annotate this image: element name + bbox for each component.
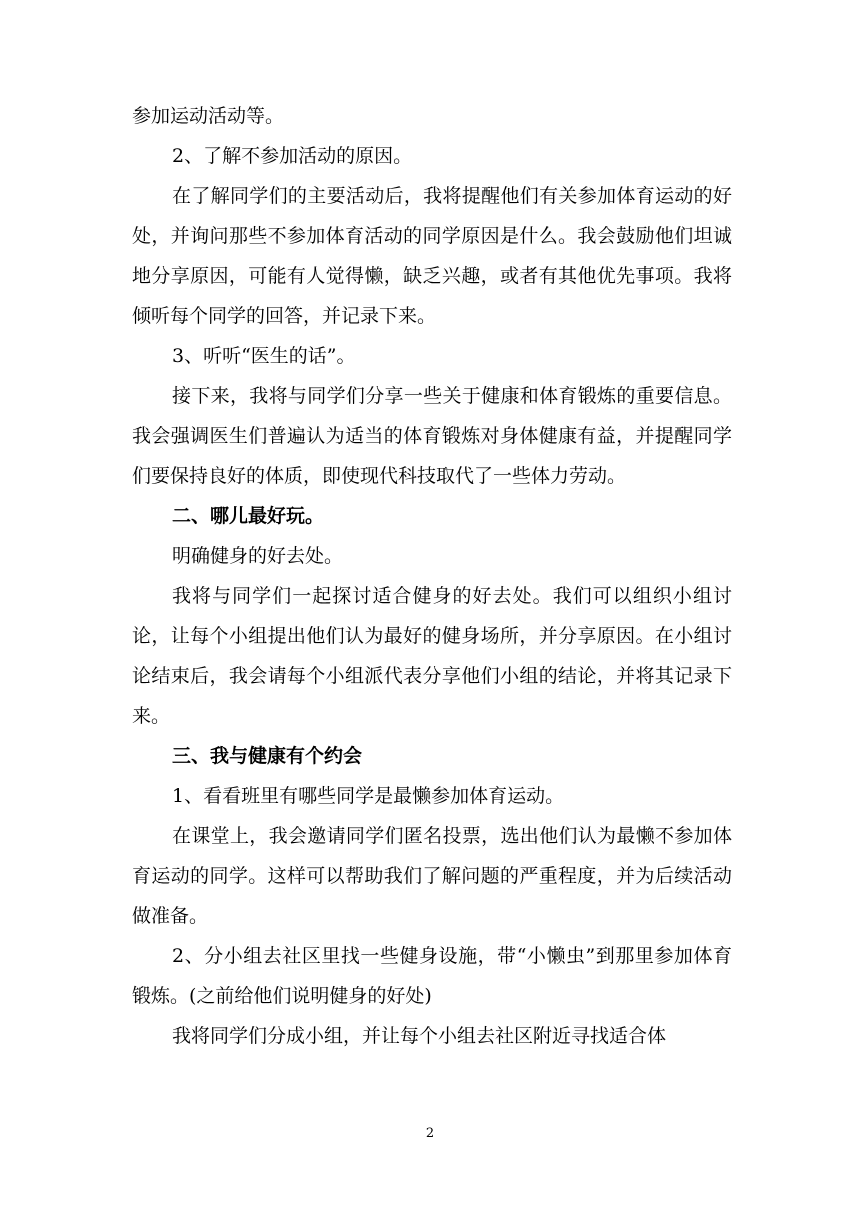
document-body	[132, 96, 732, 1056]
subheading-laziest: 1、看看班里有哪些同学是最懒参加体育运动。	[172, 785, 565, 807]
paragraph-continuation: 参加运动活动等。	[132, 105, 285, 127]
subheading-doctor: 3、听听“医生的话”。	[172, 345, 356, 367]
paragraph-reasons: 在了解同学们的主要活动后，我将提醒他们有关参加体育运动的好处，并询问那些不参加体育活动的同学原因是什么。我会鼓励他们坦诚地分享原因，可能有人觉得懒，缺乏兴趣，或者有其他优先事项。我将倾听每个同学的回答，并记录下来。	[132, 185, 732, 327]
page-number: 2	[425, 1126, 435, 1141]
paragraph-groups: 我将同学们分成小组，并让每个小组去社区附近寻找适合体	[172, 1025, 667, 1047]
paragraph-places: 我将与同学们一起探讨适合健身的好去处。我们可以组织小组讨论，让每个小组提出他们认为最好的健身场所，并分享原因。在小组讨论结束后，我会请每个小组派代表分享他们小组的结论，并将其记录下来。	[132, 585, 732, 727]
paragraph-doctor: 接下来，我将与同学们分享一些关于健康和体育锻炼的重要信息。我会强调医生们普遍认为适当的体育锻炼对身体健康有益，并提醒同学们要保持良好的体质，即使现代科技取代了一些体力劳动。	[132, 385, 732, 487]
subheading-places: 明确健身的好去处。	[172, 545, 344, 567]
subheading-groups: 2、分小组去社区里找一些健身设施，带“小懒虫”到那里参加体育锻炼。(之前给他们说明健身的好处)	[132, 945, 732, 1007]
section-heading-3: 三、我与健康有个约会	[172, 745, 363, 767]
paragraph-vote: 在课堂上，我会邀请同学们匿名投票，选出他们认为最懒不参加体育运动的同学。这样可以帮助我们了解问题的严重程度，并为后续活动做准备。	[132, 825, 732, 927]
section-heading-2: 二、哪儿最好玩。	[172, 505, 325, 527]
subheading-reasons: 2、了解不参加活动的原因。	[172, 145, 413, 167]
